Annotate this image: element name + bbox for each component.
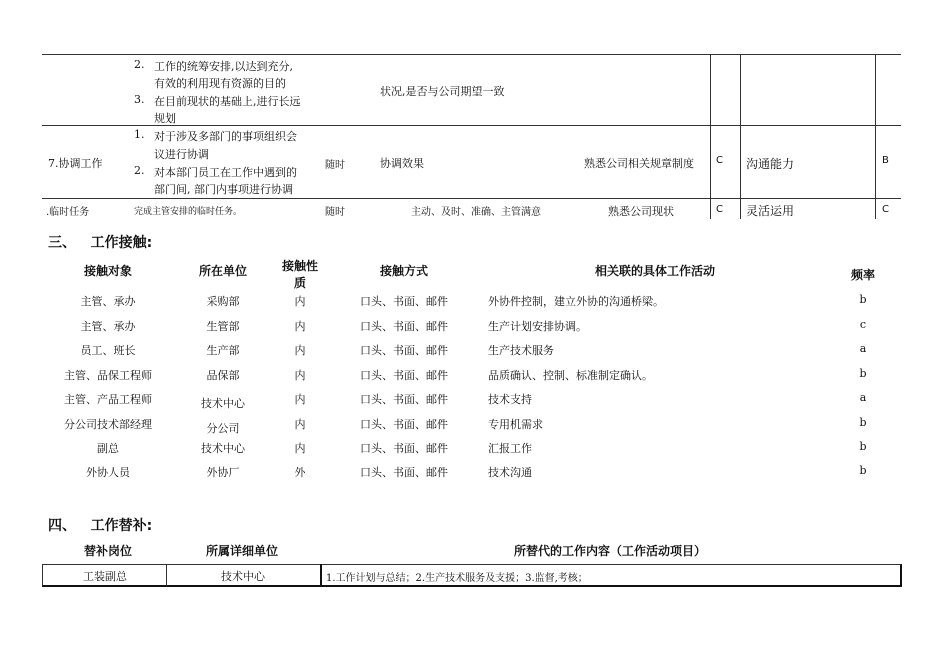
item-text: 规划	[154, 112, 176, 125]
item-text: 在目前现状的基础上,进行长远	[154, 95, 301, 108]
contact-object: 主管、品保工程师	[64, 369, 152, 382]
contact-activity: 技术支持	[488, 393, 532, 406]
table-line	[740, 54, 741, 219]
header-contact-object: 接触对象	[83, 264, 132, 278]
standard-text: 状况,是否与公司期望一致	[380, 85, 505, 98]
contact-activity: 专用机需求	[488, 418, 543, 431]
header-nature-line2: 质	[293, 276, 306, 290]
contact-object: 员工、班长	[80, 344, 136, 357]
header-substitute-content: 所替代的工作内容（工作活动项目）	[513, 544, 706, 558]
knowledge-level: C	[716, 204, 723, 215]
contact-method: 口头、书面、邮件	[360, 295, 448, 308]
contact-frequency: b	[859, 464, 867, 477]
contact-nature: 内	[294, 295, 306, 308]
table-line	[42, 198, 901, 199]
contact-unit: 分公司	[206, 422, 240, 435]
item-number: 2.	[134, 164, 145, 177]
duty-name: .临时任务	[46, 207, 90, 218]
contact-unit: 品保部	[206, 369, 240, 382]
section-heading-substitute: 四、 工作替补:	[48, 518, 153, 534]
contact-nature: 内	[294, 442, 306, 455]
table-row	[0, 464, 950, 484]
item-number: 3.	[134, 93, 145, 106]
frequency-text: 随时	[325, 207, 345, 218]
table-line	[710, 54, 711, 219]
item-text: 议进行协调	[154, 148, 209, 161]
header-substitute-unit: 所属详细单位	[205, 544, 278, 558]
contact-method: 口头、书面、邮件	[360, 320, 448, 333]
table-row	[0, 318, 950, 338]
table-line	[166, 564, 167, 586]
table-line	[42, 54, 901, 55]
item-text: 对本部门员工在工作中遇到的	[154, 166, 297, 179]
table-line	[320, 564, 322, 586]
contact-method: 口头、书面、邮件	[360, 418, 448, 431]
table-row	[0, 416, 950, 436]
contact-activity: 生产技术服务	[488, 344, 554, 357]
contact-nature: 内	[294, 418, 306, 431]
contact-unit: 采购部	[206, 295, 240, 308]
table-row	[0, 342, 950, 362]
contact-object: 主管、承办	[80, 320, 136, 333]
contact-object: 副总	[97, 442, 119, 455]
contact-nature: 内	[294, 344, 306, 357]
contact-activity: 生产计划安排协调。	[488, 320, 587, 333]
contact-activity: 外协件控制，建立外协的沟通桥梁。	[488, 295, 664, 308]
contact-activity: 技术沟通	[488, 466, 532, 479]
skill-text: 沟通能力	[746, 157, 795, 171]
table-line	[875, 54, 876, 219]
table-row	[0, 391, 950, 411]
section-heading-contact: 三、 工作接触:	[48, 235, 153, 251]
contact-unit: 生产部	[206, 344, 240, 357]
contact-frequency: b	[859, 416, 867, 429]
contact-unit: 技术中心	[201, 397, 245, 410]
header-activity: 相关联的具体工作活动	[594, 264, 715, 278]
contact-method: 口头、书面、邮件	[360, 393, 448, 406]
contact-nature: 外	[294, 466, 306, 479]
contact-frequency: a	[859, 342, 867, 355]
contact-object: 主管、承办	[80, 295, 136, 308]
item-text: 有效的利用现有资源的目的	[154, 77, 286, 90]
header-frequency: 频率	[850, 268, 875, 282]
table-row	[0, 367, 950, 387]
header-unit: 所在单位	[198, 264, 247, 278]
contact-activity: 品质确认、控制、标准制定确认。	[488, 369, 653, 382]
item-text: 对于涉及多部门的事项组织会	[154, 130, 297, 143]
contact-unit: 外协厂	[206, 466, 240, 479]
header-method: 接触方式	[379, 264, 428, 278]
skill-level: C	[882, 204, 889, 215]
skill-text: 灵活运用	[746, 204, 795, 218]
contact-method: 口头、书面、邮件	[360, 344, 448, 357]
item-number: 1.	[134, 128, 145, 141]
duty-name: 7.协调工作	[48, 157, 103, 170]
item-text: 部门间, 部门内事项进行协调	[154, 183, 293, 196]
item-number: 2.	[134, 58, 145, 71]
contact-nature: 内	[294, 320, 306, 333]
contact-activity: 汇报工作	[488, 442, 532, 455]
contact-object: 分公司技术部经理	[64, 418, 152, 431]
contact-unit: 技术中心	[201, 442, 245, 455]
knowledge-text: 熟悉公司现状	[608, 205, 674, 218]
contact-frequency: a	[859, 391, 867, 404]
knowledge-level: C	[716, 155, 723, 166]
contact-frequency: c	[859, 318, 867, 331]
substitute-content: 1.工作计划与总结；2.生产技术服务及支援；3.监督,考核；	[326, 573, 588, 584]
table-row	[0, 440, 950, 460]
contact-frequency: b	[859, 293, 867, 306]
contact-method: 口头、书面、邮件	[360, 466, 448, 479]
standard-text: 主动、及时、准确、主管满意	[411, 207, 541, 218]
contact-nature: 内	[294, 393, 306, 406]
contact-frequency: b	[859, 440, 867, 453]
table-row	[0, 293, 950, 313]
substitute-unit: 技术中心	[221, 570, 265, 583]
frequency-text: 随时	[325, 160, 345, 171]
standard-text: 协调效果	[380, 157, 424, 170]
contact-frequency: b	[859, 367, 867, 380]
contact-unit: 生管部	[206, 320, 240, 333]
item-text: 完成主管安排的临时任务。	[134, 207, 243, 217]
item-text: 工作的统筹安排,以达到充分,	[154, 60, 293, 73]
contact-method: 口头、书面、邮件	[360, 369, 448, 382]
skill-level: B	[882, 155, 889, 166]
contact-object: 主管、产品工程师	[64, 393, 152, 406]
header-nature-line1: 接触性	[281, 259, 318, 273]
contact-object: 外协人员	[86, 466, 130, 479]
contact-method: 口头、书面、邮件	[360, 442, 448, 455]
header-substitute-post: 替补岗位	[83, 544, 132, 558]
contact-nature: 内	[294, 369, 306, 382]
knowledge-text: 熟悉公司相关规章制度	[584, 157, 694, 170]
substitute-post: 工装副总	[83, 570, 127, 583]
